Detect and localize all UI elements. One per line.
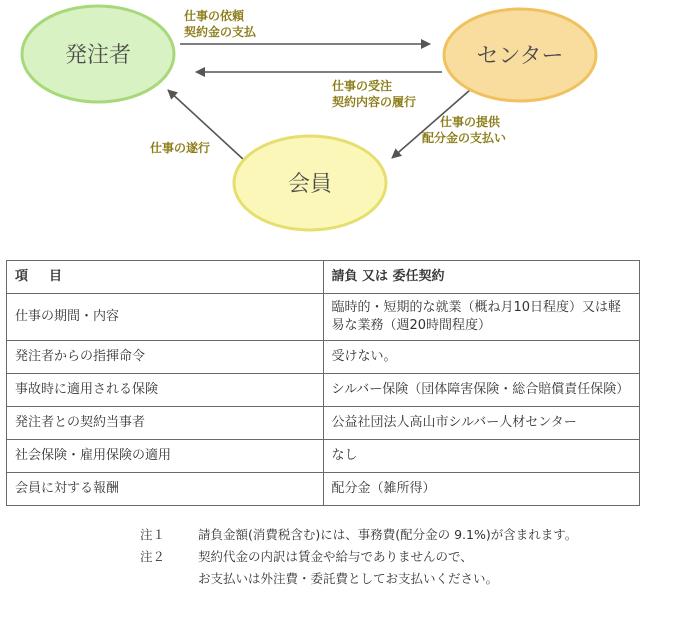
table-row: [7, 473, 640, 506]
node-center-label: センター: [476, 44, 564, 69]
contract-table: [6, 260, 640, 506]
edge-label-line: 仕事の遂行: [150, 141, 211, 155]
row-value: なし: [323, 440, 640, 473]
row-value: 受けない。: [323, 341, 640, 374]
note-text: 請負金額(消費税含む)には、事務費(配分金の 9.1%)が含まれます。: [198, 527, 578, 542]
edge-label-line: 仕事の依頼: [184, 9, 245, 23]
table-row: [7, 374, 640, 407]
row-label: 社会保険・雇用保険の適用: [7, 440, 324, 473]
note-text: 契約代金の内訳は賃金や給与でありませんので、: [198, 549, 473, 564]
table-row: [7, 294, 640, 341]
node-member: [234, 136, 386, 230]
node-client-label: 発注者: [64, 43, 132, 68]
notes: [140, 524, 577, 590]
row-value: 公益社団法人高山市シルバー人材センター: [323, 407, 640, 440]
flow-diagram: [0, 0, 700, 240]
note-2-continued: [140, 568, 577, 590]
table-row: [7, 407, 640, 440]
table-row: [7, 341, 640, 374]
row-label: 会員に対する報酬: [7, 473, 324, 506]
note-2: [140, 546, 577, 568]
row-value: シルバー保険（団体障害保険・総合賠償責任保険）: [323, 374, 640, 407]
note-1: [140, 524, 577, 546]
edge-label-line: 契約内容の履行: [332, 95, 417, 109]
row-label: 発注者との契約当事者: [7, 407, 324, 440]
row-value: 臨時的・短期的な就業（概ね月10日程度）又は軽易な業務（週20時間程度）: [323, 294, 640, 341]
node-center: [444, 9, 596, 101]
row-label: 事故時に適用される保険: [7, 374, 324, 407]
row-label: 仕事の期間・内容: [7, 294, 324, 341]
edge-label-center-to-member: [422, 114, 506, 145]
edge-label-line: 仕事の受注: [332, 79, 393, 93]
header-item: 項 目: [7, 261, 324, 294]
edge-label-center-to-client: [332, 78, 416, 109]
row-value: 配分金（雑所得）: [323, 473, 640, 506]
row-label: 発注者からの指揮命令: [7, 341, 324, 374]
table-row: [7, 440, 640, 473]
note-text: お支払いは外注費・委託費としてお支払いください。: [198, 571, 499, 586]
edge-label-line: 仕事の提供: [440, 115, 501, 129]
node-member-label: 会員: [287, 172, 333, 197]
edge-label-member-to-client: [150, 140, 210, 155]
edge-label-client-to-center: [184, 8, 257, 39]
note-label: 注２: [140, 549, 166, 564]
header-contract: 請負 又は 委任契約: [323, 261, 640, 294]
edge-label-line: 契約金の支払: [184, 25, 257, 39]
node-client: [22, 6, 174, 102]
table-header-row: [7, 261, 640, 294]
note-label: 注１: [140, 527, 166, 542]
edge-label-line: 配分金の支払い: [422, 131, 507, 145]
